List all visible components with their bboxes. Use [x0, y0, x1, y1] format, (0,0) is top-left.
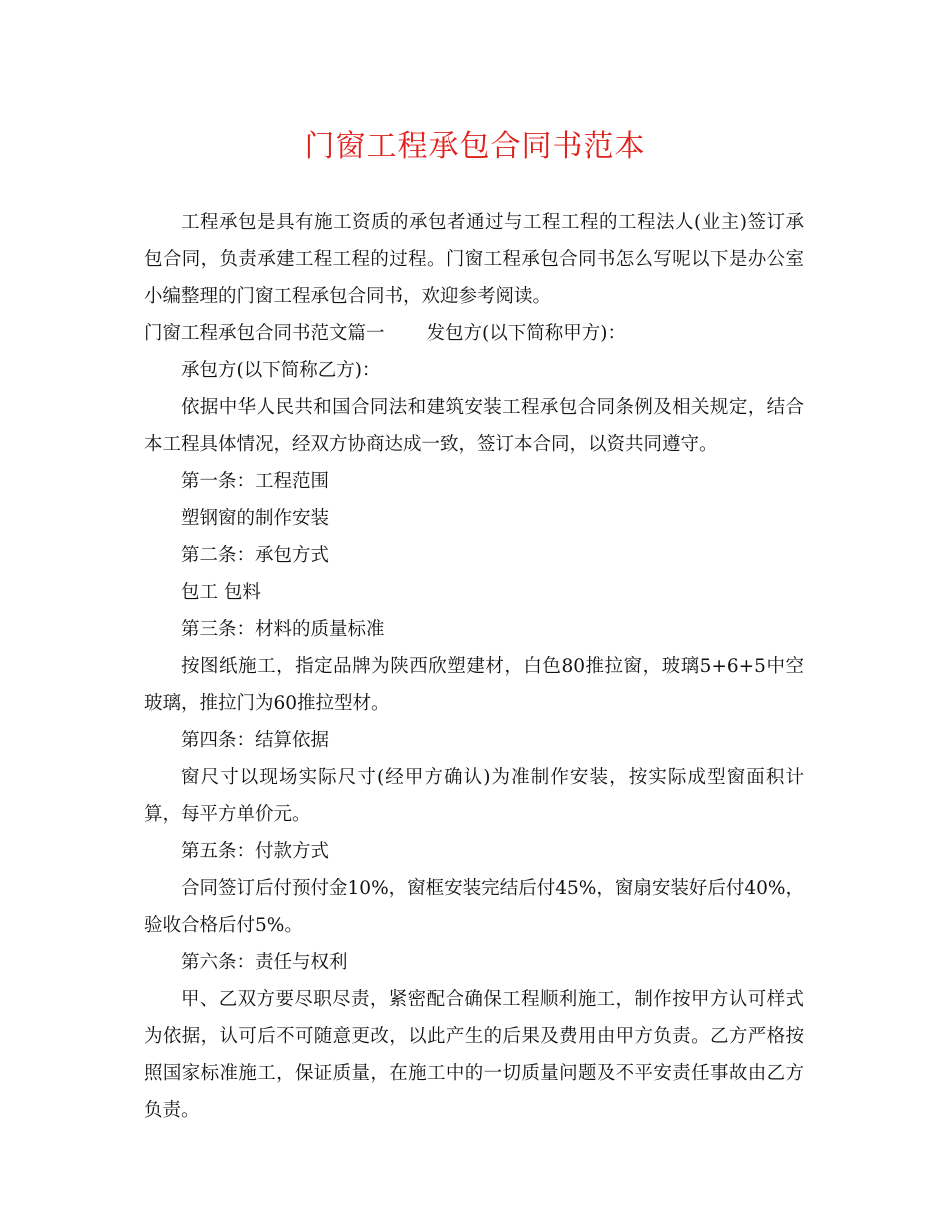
article-6-content: 甲、乙双方要尽职尽责，紧密配合确保工程顺利施工，制作按甲方认可样式为依据，认可后不可随意更改，以此产生的后果及费用由甲方负责。乙方严格按照国家标准施工，保证质量，在施工中的一切质量问题及不平安责任事故由乙方负责。 — [144, 989, 804, 1121]
article-6-heading: 第六条：责任与权利 — [181, 952, 348, 973]
article-5-heading: 第五条：付款方式 — [181, 841, 330, 862]
party-b-label: 承包方(以下简称乙方)： — [181, 360, 381, 381]
preamble-paragraph: 依据中华人民共和国合同法和建筑安装工程承包合同条例及相关规定，结合本工程具体情况，经双方协商达成一致，签订本合同，以资共同遵守。 — [144, 397, 804, 455]
intro-paragraph: 工程承包是具有施工资质的承包者通过与工程工程的工程法人(业主)签订承包合同，负责承建工程工程的过程。门窗工程承包合同书怎么写呢以下是办公室小编整理的门窗工程承包合同书，欢迎参考阅读。 — [144, 212, 804, 307]
article-1-heading: 第一条：工程范围 — [181, 471, 330, 492]
article-2-heading: 第二条：承包方式 — [181, 545, 330, 566]
document-title: 门窗工程承包合同书范本 — [304, 129, 646, 164]
article-2-content: 包工 包料 — [181, 582, 261, 603]
section-heading: 门窗工程承包合同书范文篇一 — [144, 323, 385, 344]
article-5-content: 合同签订后付预付金10%，窗框安装完结后付45%，窗扇安装好后付40%，验收合格后付5%。 — [144, 878, 804, 936]
article-3-content: 按图纸施工，指定品牌为陕西欣塑建材，白色80推拉窗，玻璃5+6+5中空玻璃，推拉门为60推拉型材。 — [144, 656, 804, 714]
article-4-content: 窗尺寸以现场实际尺寸(经甲方确认)为准制作安装，按实际成型窗面积计算，每平方单价元。 — [144, 767, 804, 825]
document-body — [144, 204, 804, 1129]
party-a-label: 发包方(以下简称甲方)： — [426, 323, 626, 344]
article-1-content: 塑钢窗的制作安装 — [181, 508, 330, 529]
article-4-heading: 第四条：结算依据 — [181, 730, 330, 751]
section-heading-line — [144, 315, 804, 352]
article-3-heading: 第三条：材料的质量标准 — [181, 619, 385, 640]
